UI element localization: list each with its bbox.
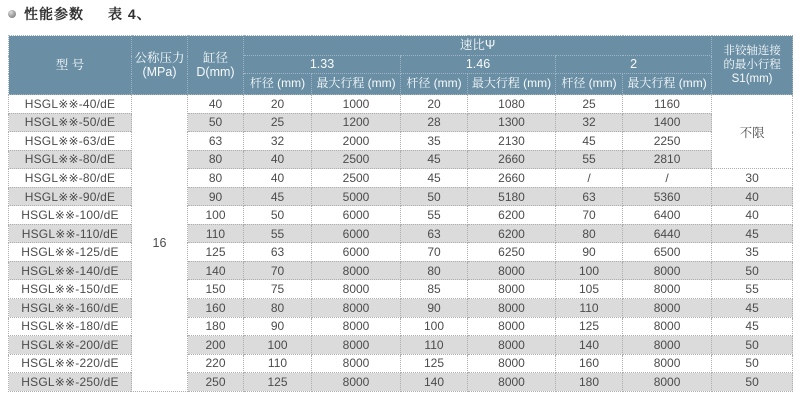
header-rod-2: 杆径 (mm) xyxy=(556,74,623,95)
stroke-cell-133: 8000 xyxy=(312,299,401,318)
stroke-cell-2: 8000 xyxy=(623,261,712,280)
s1-cell: 45 xyxy=(712,299,793,318)
rod-cell-2: 105 xyxy=(556,280,623,299)
stroke-cell-2: 8000 xyxy=(623,280,712,299)
rod-cell-146: 85 xyxy=(401,280,468,299)
rod-cell-146: 80 xyxy=(401,261,468,280)
rod-cell-133: 32 xyxy=(244,132,312,151)
stroke-cell-133: 2500 xyxy=(312,150,401,169)
stroke-cell-146: 8000 xyxy=(468,280,556,299)
rod-cell-2: 55 xyxy=(556,150,623,169)
header-pressure-line1: 公称压力 xyxy=(134,51,185,65)
stroke-cell-146: 2660 xyxy=(468,169,556,188)
stroke-cell-146: 2660 xyxy=(468,150,556,169)
s1-cell: 55 xyxy=(712,280,793,299)
rod-cell-146: 45 xyxy=(401,150,468,169)
table-row xyxy=(9,224,793,243)
bore-cell: 100 xyxy=(188,206,244,225)
bore-cell: 200 xyxy=(188,336,244,355)
model-cell: HSGL※※-90/dE xyxy=(9,187,132,206)
rod-cell-146: 140 xyxy=(401,373,468,392)
bore-cell: 80 xyxy=(188,150,244,169)
rod-cell-133: 63 xyxy=(244,243,312,262)
table-row xyxy=(9,206,793,225)
stroke-cell-2: 8000 xyxy=(623,299,712,318)
bore-cell: 50 xyxy=(188,113,244,132)
bore-cell: 40 xyxy=(188,95,244,114)
stroke-cell-133: 6000 xyxy=(312,243,401,262)
rod-cell-2: 110 xyxy=(556,299,623,318)
s1-cell: 50 xyxy=(712,354,793,373)
s1-merged-cell: 不限 xyxy=(712,95,793,169)
rod-cell-2: 45 xyxy=(556,132,623,151)
rod-cell-133: 80 xyxy=(244,299,312,318)
stroke-cell-2: 8000 xyxy=(623,354,712,373)
stroke-cell-2: 6400 xyxy=(623,206,712,225)
sphere-bullet-icon xyxy=(8,10,16,18)
stroke-cell-2: 8000 xyxy=(623,336,712,355)
model-cell: HSGL※※-220/dE xyxy=(9,354,132,373)
table-row xyxy=(9,261,793,280)
rod-cell-146: 100 xyxy=(401,317,468,336)
stroke-cell-146: 6200 xyxy=(468,224,556,243)
header-speed-ratio: 速比Ψ xyxy=(244,36,712,56)
s1-cell: 35 xyxy=(712,243,793,262)
stroke-cell-2: 8000 xyxy=(623,317,712,336)
rod-cell-2: 125 xyxy=(556,317,623,336)
rod-cell-133: 25 xyxy=(244,113,312,132)
s1-cell: 40 xyxy=(712,206,793,225)
bore-cell: 125 xyxy=(188,243,244,262)
s1-cell: 50 xyxy=(712,261,793,280)
s1-cell: 30 xyxy=(712,169,793,188)
header-bore-line1: 缸径 xyxy=(202,51,228,65)
stroke-cell-2: 2810 xyxy=(623,150,712,169)
stroke-cell-2: 1400 xyxy=(623,113,712,132)
table-row xyxy=(9,95,793,114)
rod-cell-146: 20 xyxy=(401,95,468,114)
rod-cell-133: 20 xyxy=(244,95,312,114)
header-pressure xyxy=(132,36,188,95)
header-bore-line2: D(mm) xyxy=(196,65,235,79)
model-cell: HSGL※※-150/dE xyxy=(9,280,132,299)
bore-cell: 80 xyxy=(188,169,244,188)
table-row xyxy=(9,150,793,169)
stroke-cell-146: 1080 xyxy=(468,95,556,114)
model-cell: HSGL※※-63/dE xyxy=(9,132,132,151)
rod-cell-2: 32 xyxy=(556,113,623,132)
stroke-cell-146: 1300 xyxy=(468,113,556,132)
model-cell: HSGL※※-160/dE xyxy=(9,299,132,318)
rod-cell-146: 70 xyxy=(401,243,468,262)
stroke-cell-146: 8000 xyxy=(468,317,556,336)
stroke-cell-133: 1200 xyxy=(312,113,401,132)
stroke-cell-133: 8000 xyxy=(312,317,401,336)
rod-cell-133: 40 xyxy=(244,150,312,169)
rod-cell-133: 75 xyxy=(244,280,312,299)
header-s1-line2: 的最小行程 xyxy=(723,59,781,71)
table-row xyxy=(9,373,793,392)
table-number: 表 4、 xyxy=(108,6,152,22)
header-stroke-146: 最大行程 (mm) xyxy=(468,74,556,95)
stroke-cell-133: 6000 xyxy=(312,206,401,225)
spec-table xyxy=(8,35,793,392)
rod-cell-146: 50 xyxy=(401,187,468,206)
table-row xyxy=(9,354,793,373)
model-cell: HSGL※※-50/dE xyxy=(9,113,132,132)
stroke-cell-146: 2130 xyxy=(468,132,556,151)
rod-cell-133: 45 xyxy=(244,187,312,206)
header-ratio-1-33: 1.33 xyxy=(244,56,401,74)
model-cell: HSGL※※-40/dE xyxy=(9,95,132,114)
table-row xyxy=(9,317,793,336)
rod-cell-133: 40 xyxy=(244,169,312,188)
model-cell: HSGL※※-250/dE xyxy=(9,373,132,392)
header-stroke-2: 最大行程 (mm) xyxy=(623,74,712,95)
table-row xyxy=(9,336,793,355)
stroke-cell-133: 2000 xyxy=(312,132,401,151)
stroke-cell-2: 6500 xyxy=(623,243,712,262)
rod-cell-146: 125 xyxy=(401,354,468,373)
rod-cell-146: 55 xyxy=(401,206,468,225)
rod-cell-146: 28 xyxy=(401,113,468,132)
bore-cell: 150 xyxy=(188,280,244,299)
rod-cell-2: 63 xyxy=(556,187,623,206)
rod-cell-2: 80 xyxy=(556,224,623,243)
stroke-cell-133: 8000 xyxy=(312,280,401,299)
rod-cell-133: 70 xyxy=(244,261,312,280)
header-s1-line3: S1(mm) xyxy=(731,73,773,85)
stroke-cell-146: 8000 xyxy=(468,354,556,373)
header-bore xyxy=(188,36,244,95)
header-ratio-1-46: 1.46 xyxy=(401,56,556,74)
header-ratio-2: 2 xyxy=(556,56,712,74)
rod-cell-2: 25 xyxy=(556,95,623,114)
model-cell: HSGL※※-100/dE xyxy=(9,206,132,225)
rod-cell-133: 110 xyxy=(244,354,312,373)
rod-cell-146: 45 xyxy=(401,169,468,188)
stroke-cell-146: 8000 xyxy=(468,299,556,318)
model-cell: HSGL※※-80/dE xyxy=(9,169,132,188)
header-pressure-line2: (MPa) xyxy=(142,65,177,79)
s1-cell: 45 xyxy=(712,224,793,243)
bore-cell: 110 xyxy=(188,224,244,243)
bore-cell: 220 xyxy=(188,354,244,373)
rod-cell-146: 110 xyxy=(401,336,468,355)
rod-cell-2: / xyxy=(556,169,623,188)
rod-cell-2: 90 xyxy=(556,243,623,262)
stroke-cell-2: / xyxy=(623,169,712,188)
rod-cell-2: 180 xyxy=(556,373,623,392)
stroke-cell-2: 2250 xyxy=(623,132,712,151)
bore-cell: 140 xyxy=(188,261,244,280)
rod-cell-146: 90 xyxy=(401,299,468,318)
bore-cell: 250 xyxy=(188,373,244,392)
stroke-cell-2: 8000 xyxy=(623,373,712,392)
rod-cell-2: 100 xyxy=(556,261,623,280)
stroke-cell-2: 1160 xyxy=(623,95,712,114)
stroke-cell-146: 8000 xyxy=(468,373,556,392)
rod-cell-133: 50 xyxy=(244,206,312,225)
stroke-cell-146: 8000 xyxy=(468,261,556,280)
stroke-cell-2: 5360 xyxy=(623,187,712,206)
header-rod-146: 杆径 (mm) xyxy=(401,74,468,95)
table-row xyxy=(9,243,793,262)
model-cell: HSGL※※-125/dE xyxy=(9,243,132,262)
stroke-cell-133: 8000 xyxy=(312,261,401,280)
model-cell: HSGL※※-110/dE xyxy=(9,224,132,243)
stroke-cell-146: 6250 xyxy=(468,243,556,262)
stroke-cell-133: 2500 xyxy=(312,169,401,188)
section-title-text: 性能参数 xyxy=(24,6,84,22)
stroke-cell-146: 5180 xyxy=(468,187,556,206)
table-row xyxy=(9,299,793,318)
stroke-cell-146: 6200 xyxy=(468,206,556,225)
stroke-cell-133: 8000 xyxy=(312,373,401,392)
stroke-cell-133: 8000 xyxy=(312,336,401,355)
rod-cell-2: 160 xyxy=(556,354,623,373)
model-cell: HSGL※※-80/dE xyxy=(9,150,132,169)
stroke-cell-2: 6440 xyxy=(623,224,712,243)
table-row xyxy=(9,132,793,151)
header-s1-line1: 非铰轴连接 xyxy=(723,45,781,57)
header-rod-133: 杆径 (mm) xyxy=(244,74,312,95)
model-cell: HSGL※※-200/dE xyxy=(9,336,132,355)
header-stroke-133: 最大行程 (mm) xyxy=(312,74,401,95)
stroke-cell-133: 8000 xyxy=(312,354,401,373)
rod-cell-146: 35 xyxy=(401,132,468,151)
section-title xyxy=(8,4,152,24)
stroke-cell-133: 1000 xyxy=(312,95,401,114)
model-cell: HSGL※※-140/dE xyxy=(9,261,132,280)
s1-cell: 45 xyxy=(712,317,793,336)
s1-cell: 50 xyxy=(712,373,793,392)
table-row xyxy=(9,187,793,206)
table-header xyxy=(9,36,793,95)
s1-cell: 40 xyxy=(712,187,793,206)
bore-cell: 90 xyxy=(188,187,244,206)
rod-cell-133: 90 xyxy=(244,317,312,336)
rod-cell-2: 140 xyxy=(556,336,623,355)
stroke-cell-133: 5000 xyxy=(312,187,401,206)
bore-cell: 180 xyxy=(188,317,244,336)
stroke-cell-146: 8000 xyxy=(468,336,556,355)
table-row xyxy=(9,280,793,299)
rod-cell-133: 125 xyxy=(244,373,312,392)
rod-cell-146: 63 xyxy=(401,224,468,243)
table-body xyxy=(9,95,793,392)
table-row xyxy=(9,169,793,188)
pressure-cell: 16 xyxy=(132,95,188,392)
model-cell: HSGL※※-180/dE xyxy=(9,317,132,336)
rod-cell-133: 100 xyxy=(244,336,312,355)
stroke-cell-133: 6000 xyxy=(312,224,401,243)
rod-cell-2: 70 xyxy=(556,206,623,225)
table-row xyxy=(9,113,793,132)
bore-cell: 160 xyxy=(188,299,244,318)
bore-cell: 63 xyxy=(188,132,244,151)
header-s1 xyxy=(712,36,793,95)
s1-cell: 50 xyxy=(712,336,793,355)
rod-cell-133: 55 xyxy=(244,224,312,243)
header-model: 型 号 xyxy=(9,36,132,95)
